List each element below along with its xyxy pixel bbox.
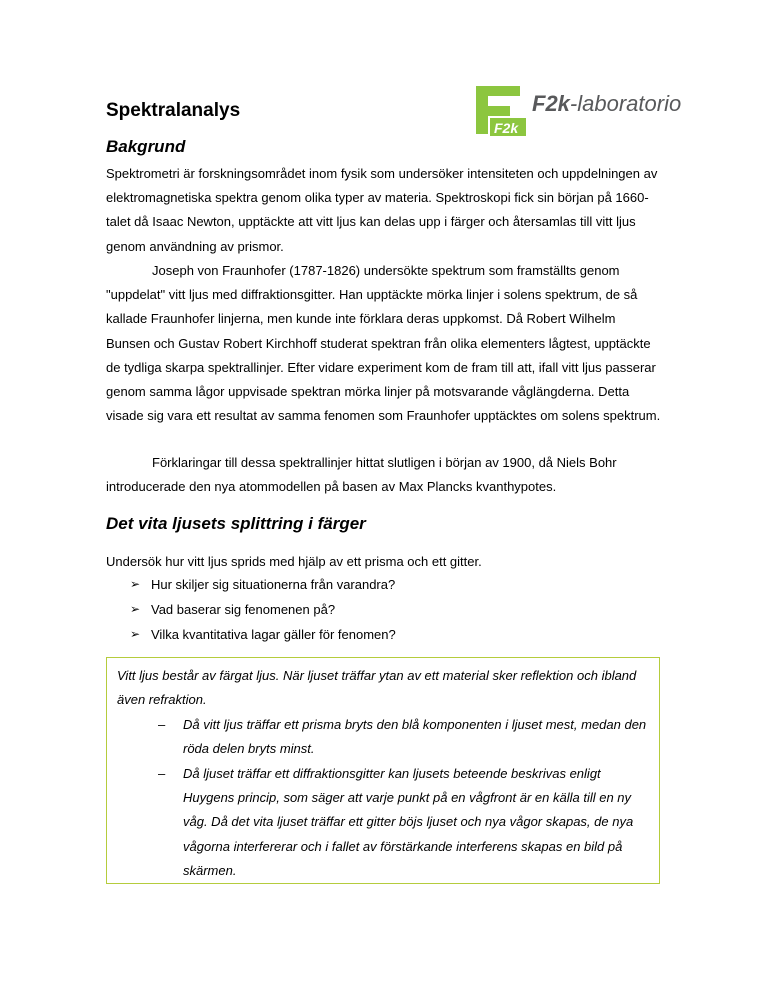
dash-bullet-icon: –: [158, 717, 166, 732]
answer-item-text: Då vitt ljus träffar ett prisma bryts den blå komponenten i ljuset mest, medan den röda delen bryts minst.: [183, 717, 647, 757]
logo-mark-text: F2k: [494, 120, 519, 136]
list-item: [130, 572, 396, 597]
paragraph-fraunhofer: Joseph von Fraunhofer (1787-1826) undersökte spektrum som framställts genom "uppdelat" vitt ljus med diffraktionsgitter. Han upptäckte mörka linjer i solens spektrum, de så kallade Fraunhofer linjerna, men kunde inte förklara deras uppkomst. Då Robert Wilhelm Bunsen och Gustav Robert Kirchhoff studerat spektran från olika elementers lågtest, upptäckte de tydliga skarpa spektrallinjer. Efter vidare experiment kom de fram till att, ifall vitt ljus passerar genom samma lågor uppvisade spektran mörka linjer på motsvarande våglängderna. Detta visade sig vara ett resultat av samma fenomen som Fraunhofer upptäcktes om solens spektrum.: [106, 263, 661, 424]
arrow-bullet-icon: ➢: [130, 602, 141, 616]
arrow-bullet-icon: ➢: [130, 627, 141, 641]
logo-wordmark-strong: F2k: [532, 91, 570, 116]
section-heading-vita-ljuset: Det vita ljusets splittring i färger: [106, 514, 366, 533]
logo-wordmark: [532, 90, 681, 118]
question-text: Vad baserar sig fenomenen på?: [151, 602, 336, 617]
question-text: Hur skiljer sig situationerna från varandra?: [151, 577, 396, 592]
answer-item-text: Då ljuset träffar ett diffraktionsgitter kan ljusets beteende beskrivas enligt Huygens princip, som säger att varje punkt på en vågfront är en källa till en ny våg. Då det vita ljuset träffar ett gitter böjs ljuset och nya vågor skapas, de nya vågorna interfererar och i fallet av förstärkande interferens skapas en bild på skärmen.: [183, 766, 634, 878]
task-intro: Undersök hur vitt ljus sprids med hjälp av ett prisma och ett gitter.: [106, 554, 482, 569]
f2k-logo: [474, 82, 682, 136]
f2k-logo-mark: [474, 82, 526, 136]
document-title: Spektralanalys: [106, 100, 241, 121]
answer-item-prisma: [158, 713, 653, 761]
question-list: [130, 572, 396, 647]
section-heading-bakgrund: Bakgrund: [106, 137, 186, 156]
answer-item-gitter: [158, 762, 653, 883]
arrow-bullet-icon: ➢: [130, 577, 141, 591]
logo-wordmark-rest: -laboratorio: [569, 91, 682, 116]
dash-bullet-icon: –: [158, 766, 166, 781]
list-item: [130, 597, 396, 622]
paragraph-bohr: Förklaringar till dessa spektrallinjer hittat slutligen i början av 1900, då Niels Bohr introducerade den nya atommodellen på basen av Max Plancks kvanthypotes.: [106, 455, 617, 495]
list-item: [130, 622, 396, 647]
paragraph-spektrometri: Spektrometri är forskningsområdet inom fysik som undersöker intensiteten och uppdelningen av elektromagnetiska spektra genom olika typer av materia. Spektroskopi fick sin början på 1660-talet då Isaac Newton, upptäckte att vitt ljus kan delas upp i färger och återsamlas till vitt ljus genom användning av prismor.: [106, 166, 658, 254]
answer-box: [106, 657, 660, 884]
question-text: Vilka kvantitativa lagar gäller för fenomen?: [151, 627, 396, 642]
answer-lead: Vitt ljus består av färgat ljus. När ljuset träffar ytan av ett material sker reflektion och ibland även refraktion.: [117, 668, 637, 708]
